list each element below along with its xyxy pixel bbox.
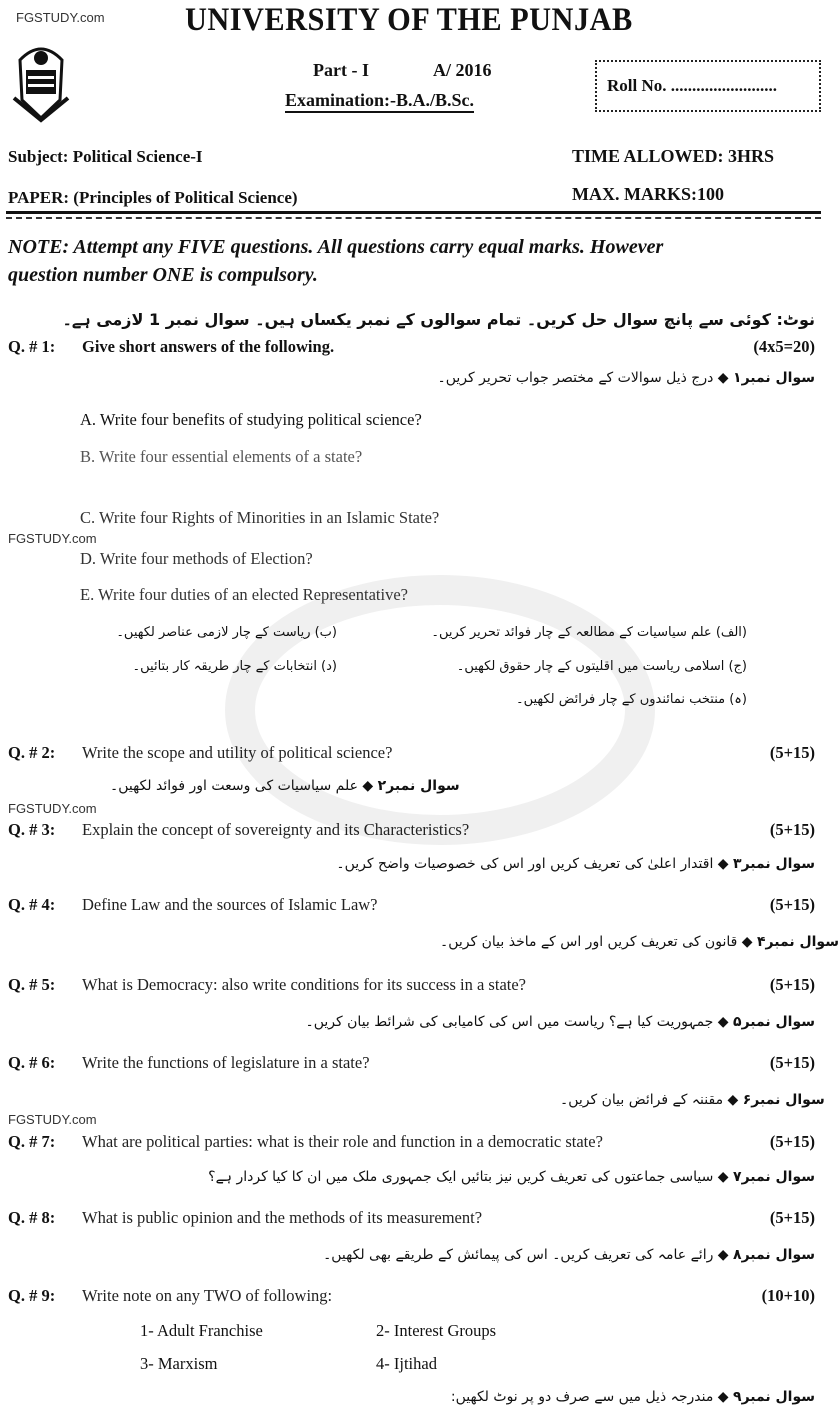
question-1-urdu-part-e: (ہ) منتخب نمائندوں کے چار فرائض لکھیں۔: [516, 692, 747, 707]
question-4-marks: (5+15): [769, 895, 815, 914]
note-line-2: question number ONE is compulsory.: [8, 264, 318, 286]
max-marks: MAX. MARKS:100: [572, 184, 724, 204]
question-8: Q. # 8: What is public opinion and the methods of its measurement?: [8, 1208, 483, 1227]
subject-label: Subject: Political Science-I: [8, 147, 203, 166]
question-2: Q. # 2: Write the scope and utility of political science?: [8, 743, 393, 762]
divider: [6, 211, 821, 214]
note-line-1: NOTE: Attempt any FIVE questions. All questions carry equal marks. However: [8, 236, 664, 258]
question-9-urdu: سوال نمبر۹ ◆ مندرجہ ذیل میں سے صرف دو پر نوٹ لکھیں:: [450, 1389, 815, 1405]
question-1-urdu-part-b: (ب) ریاست کے چار لازمی عناصر لکھیں۔: [116, 625, 337, 640]
question-9-option-4: 4- Ijtihad: [376, 1354, 437, 1373]
watermark-text: FGSTUDY.com: [8, 531, 97, 546]
time-allowed: TIME ALLOWED: 3HRS: [572, 146, 775, 166]
question-6-urdu: سوال نمبر۶ ◆ مقننہ کے فرائض بیان کریں۔: [560, 1092, 825, 1108]
question-2-marks: (5+15): [769, 743, 815, 762]
question-3-urdu: سوال نمبر۳ ◆ اقتدار اعلیٰ کی تعریف کریں اور اس کی خصوصیات واضح کریں۔: [336, 856, 815, 872]
paper-label: PAPER: (Principles of Political Science): [8, 188, 298, 207]
university-title: UNIVERSITY OF THE PUNJAB: [185, 2, 633, 38]
watermark-text: FGSTUDY.com: [8, 1112, 97, 1127]
note-urdu: نوٹ: کوئی سے پانچ سوال حل کریں۔ تمام سوالوں کے نمبر یکساں ہیں۔ سوال نمبر 1 لازمی ہے۔: [62, 310, 815, 329]
session-label: A/ 2016: [433, 60, 492, 80]
examination-label: Examination:-B.A./B.Sc.: [285, 90, 474, 113]
question-9-marks: (10+10): [761, 1286, 815, 1305]
question-1-part-c: C. Write four Rights of Minorities in an Islamic State?: [80, 508, 440, 527]
question-1-urdu-part-d: (د) انتخابات کے چار طریقہ کار بتائیں۔: [132, 659, 337, 674]
roll-number-box: Roll No. .........................: [595, 60, 821, 112]
question-8-urdu: سوال نمبر۸ ◆ رائے عامہ کی تعریف کریں۔ اس کی پیمائش کے طریقے بھی لکھیں۔: [323, 1247, 815, 1263]
question-1-urdu-part-c: (ج) اسلامی ریاست میں اقلیتوں کے چار حقوق لکھیں۔: [456, 659, 747, 674]
question-9-option-3: 3- Marxism: [140, 1354, 218, 1373]
question-3-marks: (5+15): [769, 820, 815, 839]
question-9-option-2: 2- Interest Groups: [376, 1321, 497, 1340]
question-2-urdu: سوال نمبر۲ ◆ علم سیاسیات کی وسعت اور فوائد لکھیں۔: [110, 778, 460, 794]
question-4-urdu: سوال نمبر۴ ◆ قانون کی تعریف کریں اور اس کے ماخذ بیان کریں۔: [440, 934, 839, 950]
question-4: Q. # 4: Define Law and the sources of Islamic Law?: [8, 895, 378, 914]
background-watermark: [230, 560, 650, 860]
watermark-text: FGSTUDY.com: [16, 10, 105, 25]
question-1: Q. # 1: Give short answers of the following.: [8, 337, 335, 356]
question-7-urdu: سوال نمبر۷ ◆ سیاسی جماعتوں کی تعریف کریں نیز بتائیں ایک جمہوری ملک میں ان کا کیا کردار ہے؟: [208, 1169, 815, 1185]
question-1-part-e: E. Write four duties of an elected Representative?: [80, 585, 408, 604]
part-label: Part - I: [313, 60, 369, 80]
question-5: Q. # 5: What is Democracy: also write conditions for its success in a state?: [8, 975, 526, 994]
question-7-marks: (5+15): [769, 1132, 815, 1151]
question-1-part-b: B. Write four essential elements of a state?: [80, 447, 363, 466]
divider: [6, 217, 821, 219]
question-1-part-a: A. Write four benefits of studying political science?: [80, 410, 422, 429]
question-1-marks: (4x5=20): [753, 337, 815, 356]
question-9: Q. # 9: Write note on any TWO of following:: [8, 1286, 333, 1305]
question-1-part-d: D. Write four methods of Election?: [80, 549, 313, 568]
university-crest-logo: [10, 40, 72, 122]
question-7: Q. # 7: What are political parties: what is their role and function in a democratic state?: [8, 1132, 603, 1151]
watermark-text: FGSTUDY.com: [8, 801, 97, 816]
question-1-urdu-part-a: (الف) علم سیاسیات کے مطالعہ کے چار فوائد تحریر کریں۔: [431, 625, 747, 640]
question-3: Q. # 3: Explain the concept of sovereignty and its Characteristics?: [8, 820, 470, 839]
question-5-urdu: سوال نمبر۵ ◆ جمہوریت کیا ہے؟ ریاست میں اس کی کامیابی کی شرائط بیان کریں۔: [305, 1014, 815, 1030]
question-6-marks: (5+15): [769, 1053, 815, 1072]
question-9-option-1: 1- Adult Franchise: [140, 1321, 263, 1340]
question-1-urdu: سوال نمبر۱ ◆ درج ذیل سوالات کے مختصر جواب تحریر کریں۔: [437, 370, 815, 386]
question-6: Q. # 6: Write the functions of legislature in a state?: [8, 1053, 370, 1072]
question-8-marks: (5+15): [769, 1208, 815, 1227]
question-5-marks: (5+15): [769, 975, 815, 994]
